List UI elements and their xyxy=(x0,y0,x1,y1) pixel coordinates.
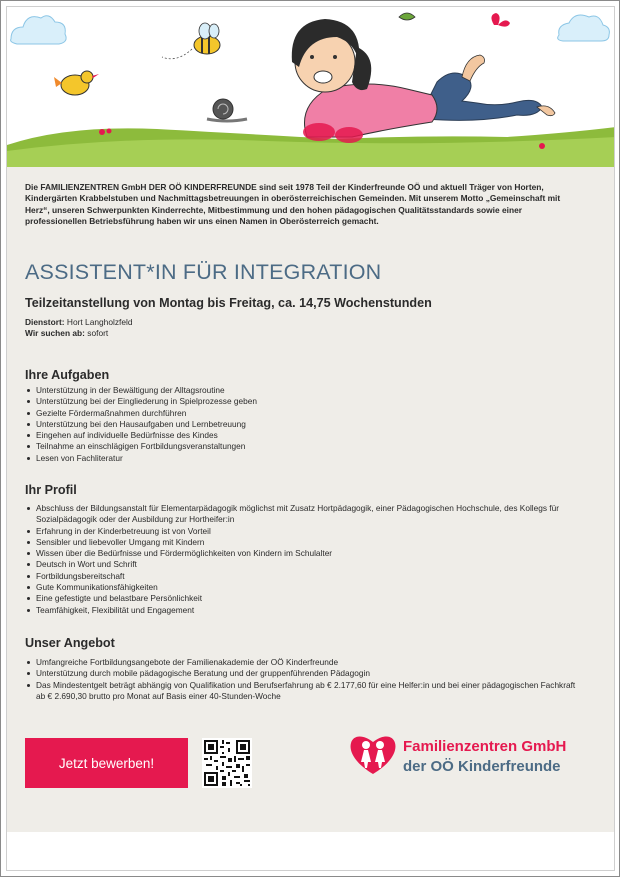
list-item: Umfangreiche Fortbildungsangebote der Familienakademie der OÖ Kinderfreunde xyxy=(25,657,585,668)
list-item: Eine gefestigte und belastbare Persönlichkeit xyxy=(25,593,585,604)
list-item: Sensibler und liebevoller Umgang mit Kindern xyxy=(25,537,585,548)
company-logo xyxy=(347,732,587,780)
list-item: Unterstützung bei den Hausaufgaben und Lernbetreuung xyxy=(25,419,585,430)
list-item: Fortbildungsbereitschaft xyxy=(25,571,585,582)
list-item: Lesen von Fachliteratur xyxy=(25,453,585,464)
list-item: Eingehen auf individuelle Bedürfnisse des Kindes xyxy=(25,430,585,441)
cloud-icon xyxy=(11,16,67,44)
children-logo-icon xyxy=(347,732,399,776)
list-item: Erfahrung in der Kinderbetreuung ist von Vorteil xyxy=(25,526,585,537)
list-item: Abschluss der Bildungsanstalt für Elementarpädagogik möglichst mit Zusatz Hortpädagogik, einer Pädagogischen Hochschule, des Kollegs für Sozialpädagogik oder der Ausbildung zur Hortheifer:in xyxy=(25,503,585,526)
list-item: Gute Kommunikationsfähigkeiten xyxy=(25,582,585,593)
tasks-list xyxy=(25,385,585,464)
job-ad xyxy=(6,6,615,871)
location-row xyxy=(25,317,133,328)
start-label: Wir suchen ab: xyxy=(25,328,85,338)
hero-illustration xyxy=(7,7,615,167)
start-value: sofort xyxy=(84,328,109,338)
profile-list xyxy=(25,503,585,616)
bee-icon xyxy=(162,23,220,59)
content-background xyxy=(7,142,615,832)
qr-code[interactable] xyxy=(202,738,252,788)
list-item: Das Mindestentgelt beträgt abhängig von Qualifikation und Berufserfahrung ab € 2.177,60 für eine Helfer:in und bei einer pädagogischen Fachkraft ab € 2.690,30 brutto pro Monat auf Basis einer 40-Stunden-Woche xyxy=(25,680,585,703)
list-item: Deutsch in Wort und Schrift xyxy=(25,559,585,570)
section-heading-profile: Ihr Profil xyxy=(25,483,77,497)
employment-type: Teilzeitanstellung von Montag bis Freitag, ca. 14,75 Wochenstunden xyxy=(25,296,432,310)
list-item: Gezielte Fördermaßnahmen durchführen xyxy=(25,408,585,419)
intro-text: Die FAMILIENZENTREN GmbH DER OÖ KINDERFREUNDE sind seit 1978 Teil der Kinderfreunde OÖ und aktuell Träger von Horten, Kindergärten Krabbelstuben und Nachmittagsbetreuungen in oberösterreichischen Gemeinden. Mit unserem Motto „Gemeinschaft mit Herz“, unseren Schwerpunkten Kinderrechte, Mitbestimmung und den hohen pädagogischen Qualitätsstandards sowie einer professionellen Betriebsführung haben wir uns einen Namen in Oberösterreich gemacht. xyxy=(25,182,561,227)
apply-button[interactable]: Jetzt bewerben! xyxy=(25,738,188,788)
list-item: Unterstützung in der Bewältigung der Alltagsroutine xyxy=(25,385,585,396)
location-label: Dienstort: xyxy=(25,317,65,327)
butterfly-icon xyxy=(491,13,510,27)
location-value: Hort Langholzfeld xyxy=(64,317,133,327)
list-item: Wissen über die Bedürfnisse und Fördermöglichkeiten von Kindern im Schulalter xyxy=(25,548,585,559)
section-heading-tasks: Ihre Aufgaben xyxy=(25,368,110,382)
section-heading-offer: Unser Angebot xyxy=(25,636,115,650)
logo-line-2: der OÖ Kinderfreunde xyxy=(403,758,561,775)
cloud-icon xyxy=(558,15,610,41)
job-meta xyxy=(25,317,133,339)
offer-list xyxy=(25,657,585,702)
list-item: Teamfähigkeit, Flexibilität und Engagement xyxy=(25,605,585,616)
list-item: Unterstützung durch mobile pädagogische Beratung und der gruppenführenden Pädagogin xyxy=(25,668,585,679)
list-item: Teilnahme an einschlägigen Fortbildungsveranstaltungen xyxy=(25,441,585,452)
list-item: Unterstützung bei der Eingliederung in Spielprozesse geben xyxy=(25,396,585,407)
bird-icon xyxy=(54,71,99,95)
logo-line-1: Familienzentren GmbH xyxy=(403,738,567,755)
illustration-girl-lying-on-grass xyxy=(7,7,615,167)
snail-icon xyxy=(207,99,247,121)
page-title: ASSISTENT*IN FÜR INTEGRATION xyxy=(25,260,382,284)
start-row xyxy=(25,328,133,339)
